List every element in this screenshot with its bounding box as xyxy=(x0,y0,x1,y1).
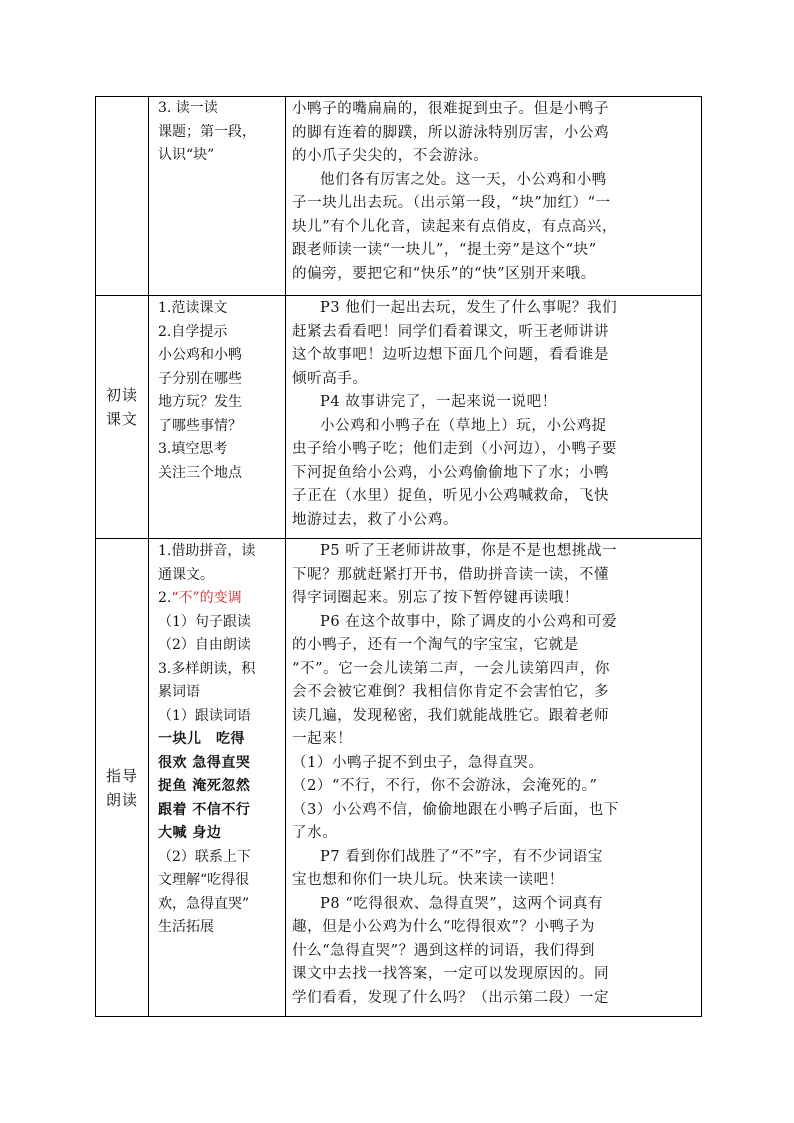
guide-line: 2.自学提示 xyxy=(158,323,228,340)
guide-line: 捉鱼 淹死忽然 xyxy=(158,778,251,794)
content-line: 什么“急得直哭”？遇到这样的词语，我们得到 xyxy=(292,942,595,959)
guide-line: （1）跟读词语 xyxy=(158,707,251,724)
guide-line: 了哪些事情？ xyxy=(158,417,242,434)
content-line: 一起来！ xyxy=(292,731,353,747)
content-line: （3）小公鸡不信，偷偷地跟在小鸭子后面，也下 xyxy=(292,801,619,818)
guide-line: （1）句子跟读 xyxy=(158,613,251,630)
table-row xyxy=(96,97,702,296)
guide-line: 跟着 不信不行 xyxy=(158,801,251,818)
stage-label: 朗读 xyxy=(105,791,138,809)
stage-label: 初读 xyxy=(105,386,138,404)
content-line: 子正在（水里）捉鱼，听见小公鸡喊救命，飞快 xyxy=(292,488,610,504)
content-line: 子一块儿出去玩。（出示第一段，“块”加红）“一 xyxy=(292,195,611,211)
content-line: 小鸭子的嘴扁扁的，很难捉到虫子。但是小鸭子 xyxy=(292,101,610,117)
content-line: 读几遍，发现秘密，我们就能战胜它。跟着老师 xyxy=(292,707,610,724)
guide-cell xyxy=(149,539,286,1017)
content-line: （1）小鸭子捉不到虫子，急得直哭。 xyxy=(292,754,544,771)
content-line: 了水。 xyxy=(292,825,338,841)
content-line: “不”。它一会儿读第二声，一会儿读第四声，你 xyxy=(292,660,611,677)
guide-line: 很欢 急得直哭 xyxy=(158,754,251,771)
guide-line: 3. 读一读 xyxy=(158,100,218,116)
content-line: 的脚有连着的脚蹼，所以游泳特别厉害，小公鸡 xyxy=(292,124,610,141)
guide-prefix: 2. xyxy=(158,590,172,606)
stage-cell xyxy=(96,539,149,1017)
content-line: 学们看看，发现了什么吗？（出示第二段）一定 xyxy=(292,989,610,1006)
content-line: （2）“不行，不行，你不会游泳，会淹死的。” xyxy=(292,778,598,794)
content-line: 宝也想和你们一块儿玩。快来读一读吧！ xyxy=(292,872,564,888)
stage-cell xyxy=(96,97,149,296)
guide-line: 3.多样朗读，积 xyxy=(158,660,256,677)
stage-label: 课文 xyxy=(105,410,138,428)
stage-label: 指导 xyxy=(105,767,138,785)
content-line: P4 故事讲完了，一起来说一说吧！ xyxy=(320,394,557,410)
guide-line: 文理解“吃得很 xyxy=(158,872,250,888)
content-line: 下河捉鱼给小公鸡，小公鸡偷偷地下了水；小鸭 xyxy=(292,464,610,481)
content-line: 下呢？那就赶紧打开书，借助拼音读一读，不懂 xyxy=(292,566,610,583)
content-line: 得字词圈起来。别忘了按下暂停键再读哦！ xyxy=(292,590,579,606)
guide-line: 生活拓展 xyxy=(158,919,214,935)
guide-line xyxy=(149,587,285,611)
table-row xyxy=(96,296,702,539)
content-line: 他们各有厉害之处。这一天，小公鸡和小鸭 xyxy=(320,171,607,188)
guide-line: （2）联系上下 xyxy=(158,848,251,865)
guide-cell xyxy=(149,97,286,296)
guide-line: 课题；第一段， xyxy=(158,123,256,140)
guide-line: 小公鸡和小鸭 xyxy=(158,347,242,363)
content-line: P7 看到你们战胜了“不”字，有不少词语宝 xyxy=(320,848,604,865)
content-line: 小公鸡和小鸭子在（草地上）玩，小公鸡捉 xyxy=(320,417,607,434)
guide-line: 子分别在哪些 xyxy=(158,370,242,387)
lesson-plan-table xyxy=(95,96,702,1017)
content-line: 块儿”有个儿化音，读起来有点俏皮，有点高兴， xyxy=(292,218,618,235)
guide-line: 1.借助拼音，读 xyxy=(158,543,256,559)
guide-line: 通课文。 xyxy=(158,566,214,583)
guide-line: （2）自由朗读 xyxy=(158,637,251,653)
guide-line: 1.范读课文 xyxy=(158,300,228,316)
content-line: P5 听了王老师讲故事，你是不是也想挑战一 xyxy=(320,543,618,559)
content-line: 地游过去，救了小公鸡。 xyxy=(292,511,459,528)
content-line: 这个故事吧！边听边想下面几个问题，看看谁是 xyxy=(292,347,610,363)
content-line: P6 在这个故事中，除了调皮的小公鸡和可爱 xyxy=(320,613,618,630)
content-line: 趣，但是小公鸡为什么“吃得很欢”？小鸭子为 xyxy=(292,919,595,935)
content-line: 跟老师读一读“一块儿”，“提土旁”是这个“块” xyxy=(292,242,597,258)
guide-line: 3.填空思考 xyxy=(158,441,228,457)
guide-line: 累词语 xyxy=(158,684,200,700)
content-line: P8 “吃得很欢、急得直哭”，这两个词真有 xyxy=(320,895,604,912)
guide-cell xyxy=(149,296,286,539)
content-line: 的小鸭子，还有一个淘气的字宝宝，它就是 xyxy=(292,637,579,653)
content-line: 倾听高手。 xyxy=(292,370,368,387)
content-line: 会不会被它难倒？我相信你肯定不会害怕它，多 xyxy=(292,684,610,700)
guide-line: 欢，急得直哭” xyxy=(158,895,250,912)
content-cell xyxy=(286,539,702,1017)
content-line: P3 他们一起出去玩，发生了什么事呢？我们 xyxy=(320,300,618,316)
table-row xyxy=(96,539,702,1017)
guide-line: 关注三个地点 xyxy=(158,464,242,481)
highlighted-text: “不”的变调 xyxy=(171,590,242,606)
content-line: 赶紧去看看吧！同学们看着课文，听王老师讲讲 xyxy=(292,323,610,340)
guide-line: 认识“块” xyxy=(158,147,215,163)
guide-line: 地方玩？发生 xyxy=(158,394,242,410)
guide-line: 大喊 身边 xyxy=(158,825,222,841)
content-cell xyxy=(286,296,702,539)
content-line: 的小爪子尖尖的，不会游泳。 xyxy=(292,148,489,164)
content-line: 虫子给小鸭子吃；他们走到（小河边），小鸭子要 xyxy=(292,441,617,457)
guide-line: 一块儿 吃得 xyxy=(158,731,245,747)
content-line: 的偏旁，要把它和“快乐”的“快”区别开来哦。 xyxy=(292,265,596,282)
stage-cell xyxy=(96,296,149,539)
content-line: 课文中去找一找答案，一定可以发现原因的。同 xyxy=(292,966,610,982)
content-cell xyxy=(286,97,702,296)
